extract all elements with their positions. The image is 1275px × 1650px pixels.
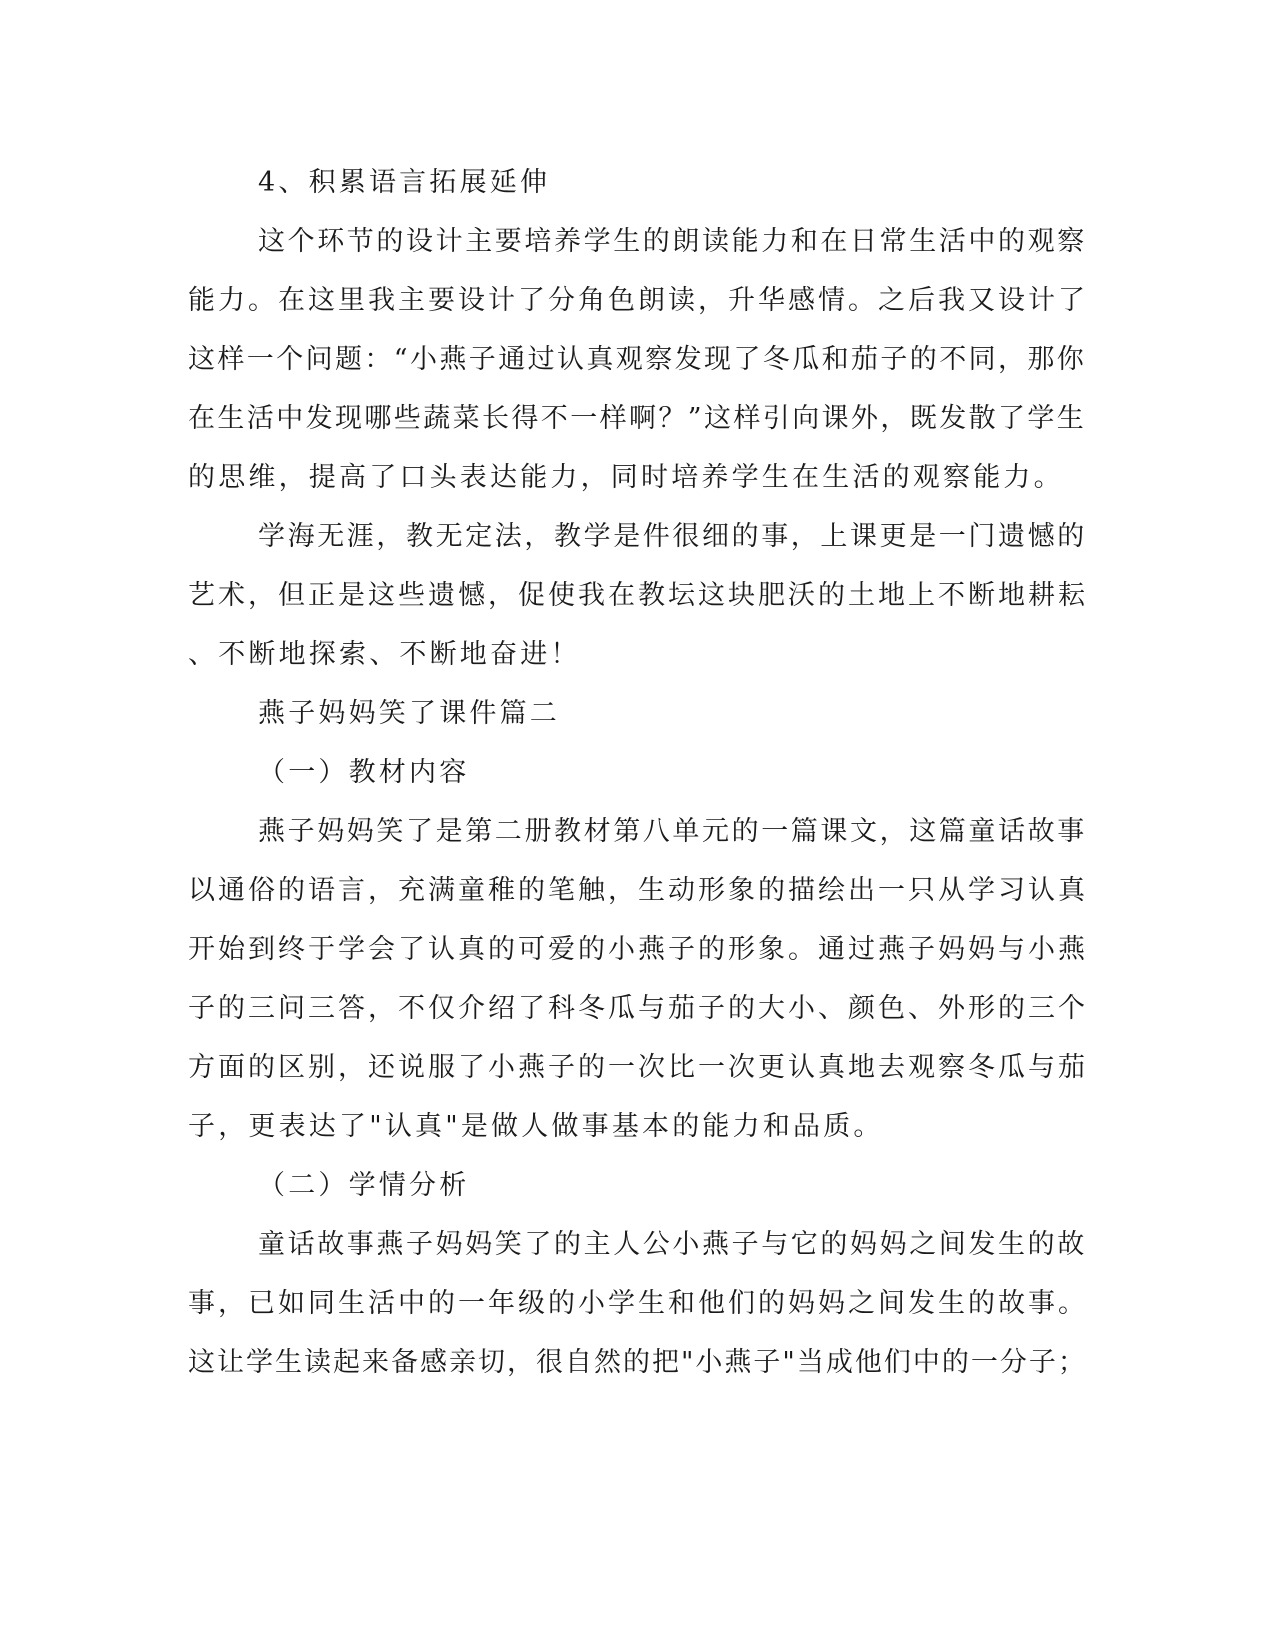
paragraph-line: 开始到终于学会了认真的可爱的小燕子的形象。通过燕子妈妈与小燕 xyxy=(188,934,1088,965)
paragraph-line: 、不断地探索、不断地奋进！ xyxy=(188,639,581,670)
paragraph-line: 这样一个问题：“小燕子通过认真观察发现了冬瓜和茄子的不同，那你 xyxy=(188,344,1087,375)
section-heading: （二）学情分析 xyxy=(258,1170,470,1201)
paragraph-line: 子，更表达了"认真"是做人做事基本的能力和品质。 xyxy=(188,1111,884,1142)
paragraph-line: 燕子妈妈笑了是第二册教材第八单元的一篇课文，这篇童话故事 xyxy=(258,816,1087,847)
paragraph-line: 艺术，但正是这些遗憾，促使我在教坛这块肥沃的土地上不断地耕耘 xyxy=(188,580,1088,611)
paragraph-line: 以通俗的语言，充满童稚的笔触，生动形象的描绘出一只从学习认真 xyxy=(188,875,1088,906)
paragraph-line: 在生活中发现哪些蔬菜长得不一样啊？”这样引向课外，既发散了学生 xyxy=(188,403,1087,434)
paragraph-line: 事，已如同生活中的一年级的小学生和他们的妈妈之间发生的故事。 xyxy=(188,1288,1088,1319)
section-title: 燕子妈妈笑了课件篇二 xyxy=(258,698,560,729)
paragraph-line: 的思维，提高了口头表达能力，同时培养学生在生活的观察能力。 xyxy=(188,462,1064,493)
paragraph-line: 能力。在这里我主要设计了分角色朗读，升华感情。之后我又设计了 xyxy=(188,285,1088,316)
paragraph-line: 这个环节的设计主要培养学生的朗读能力和在日常生活中的观察 xyxy=(258,226,1087,257)
paragraph-line: 童话故事燕子妈妈笑了的主人公小燕子与它的妈妈之间发生的故 xyxy=(258,1229,1087,1260)
section-heading: 4、积累语言拓展延伸 xyxy=(258,167,551,198)
section-heading: （一）教材内容 xyxy=(258,757,470,788)
paragraph-line: 这让学生读起来备感亲切，很自然的把"小燕子"当成他们中的一分子； xyxy=(188,1347,1087,1378)
paragraph-line: 方面的区别，还说服了小燕子的一次比一次更认真地去观察冬瓜与茄 xyxy=(188,1052,1088,1083)
paragraph-line: 子的三问三答，不仅介绍了科冬瓜与茄子的大小、颜色、外形的三个 xyxy=(188,993,1088,1024)
paragraph-line: 学海无涯，教无定法，教学是件很细的事，上课更是一门遗憾的 xyxy=(258,521,1087,552)
